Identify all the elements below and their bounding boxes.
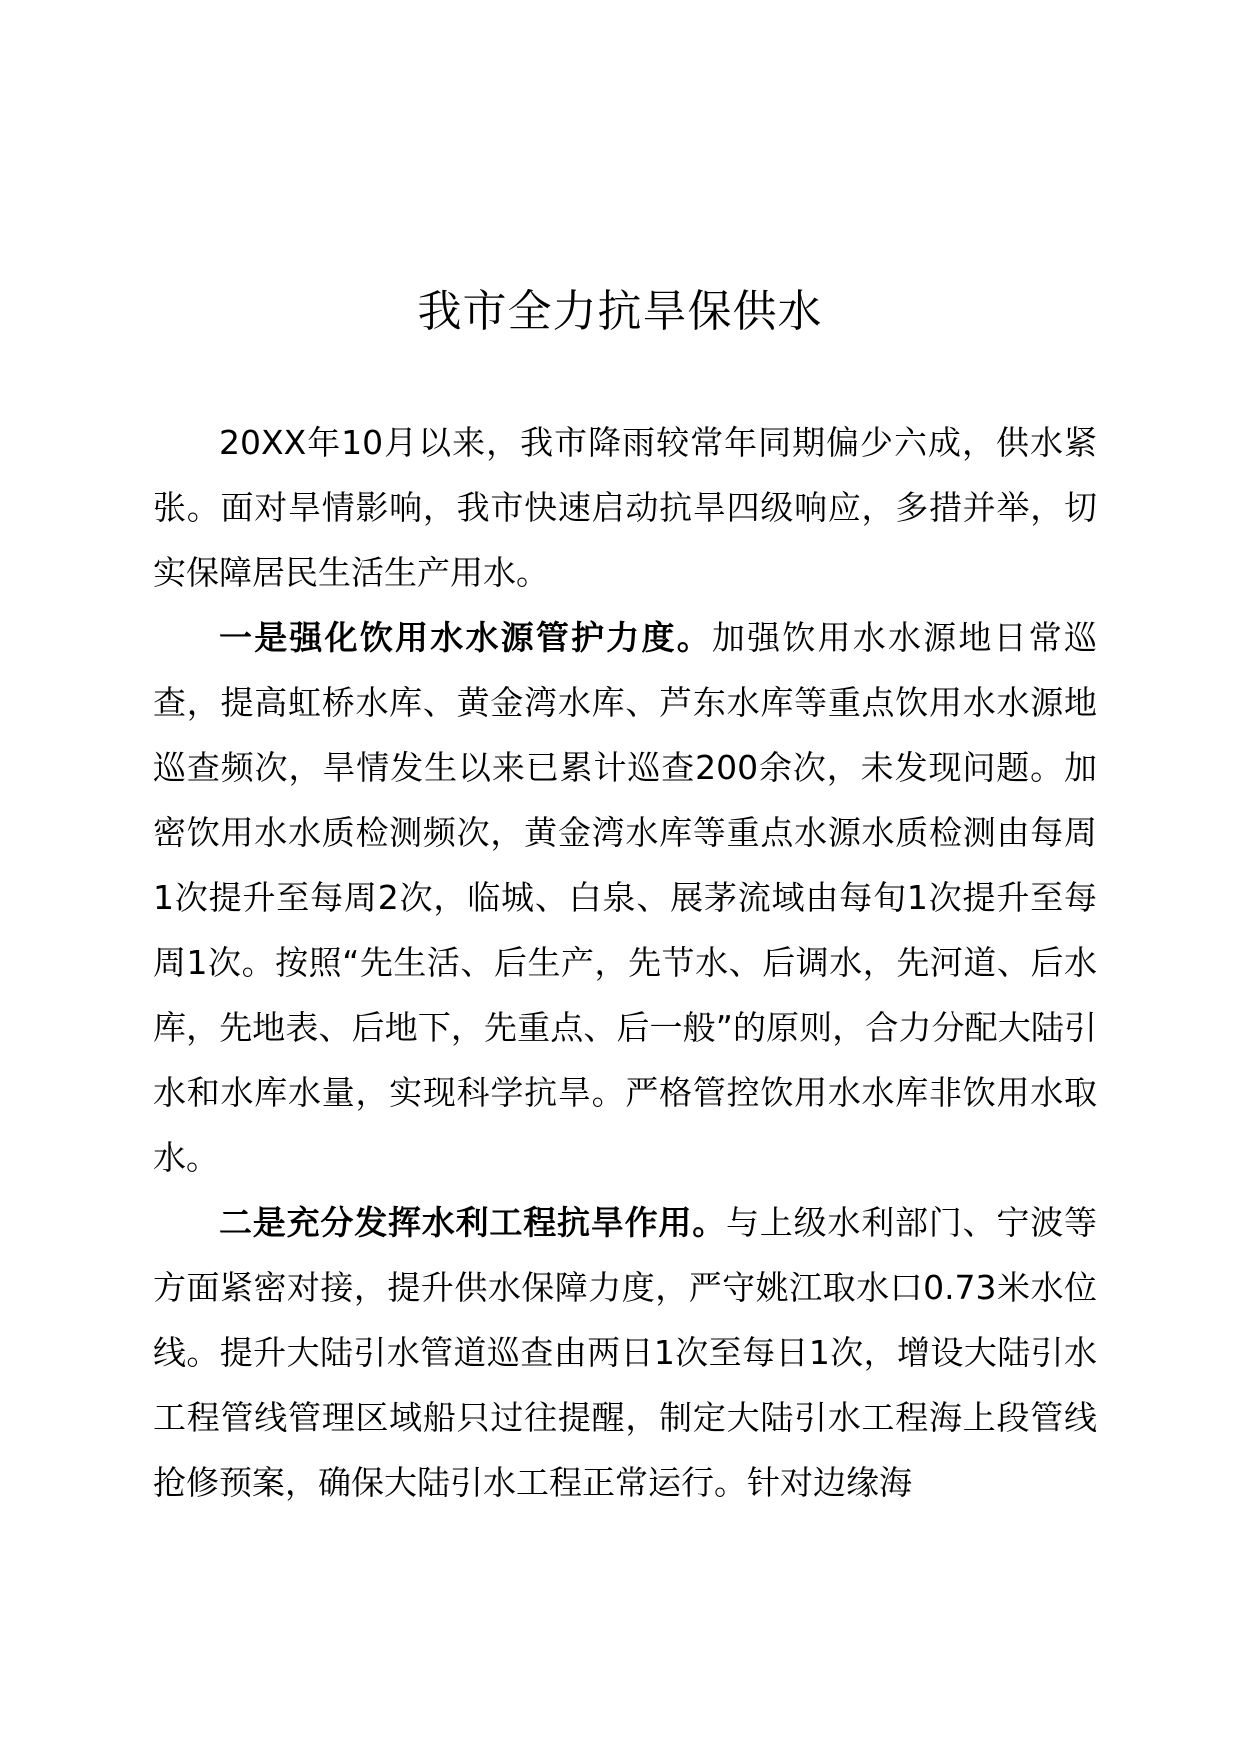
paragraph-water-projects-text: 与上级水利部门、宁波等方面紧密对接，提升供水保障力度，严守姚江取水口0.73米水位线。提升大陆引水管道巡查由两日1次至每日1次，增设大陆引水工程管线管理区域船只过往提醒，制定大陆引水工程海上段管线抢修预案，确保大陆引水工程正常运行。针对边缘海 xyxy=(153,1203,1098,1502)
document-title: 我市全力抗旱保供水 xyxy=(417,286,823,337)
paragraph-water-projects xyxy=(153,1190,1097,1515)
paragraph-intro xyxy=(153,410,1097,605)
paragraph-water-source-protection-heading: 一是强化饮用水水源管护力度。 xyxy=(219,618,712,657)
paragraph-water-source-protection xyxy=(153,605,1097,1190)
document-body xyxy=(153,410,1097,1515)
paragraph-water-source-protection-text: 加强饮用水水源地日常巡查，提高虹桥水库、黄金湾水库、芦东水库等重点饮用水水源地巡查频次，旱情发生以来已累计巡查200余次，未发现问题。加密饮用水水质检测频次，黄金湾水库等重点水源水质检测由每周1次提升至每周2次，临城、白泉、展茅流域由每旬1次提升至每周1次。按照“先生活、后生产，先节水、后调水，先河道、后水库，先地表、后地下，先重点、后一般”的原则，合力分配大陆引水和水库水量，实现科学抗旱。严格管控饮用水水库非饮用水取水。 xyxy=(153,618,1098,1177)
paragraph-water-projects-heading: 二是充分发挥水利工程抗旱作用。 xyxy=(219,1203,726,1242)
paragraph-intro-text: 20XX年10月以来，我市降雨较常年同期偏少六成，供水紧张。面对旱情影响，我市快速启动抗旱四级响应，多措并举，切实保障居民生活生产用水。 xyxy=(153,423,1097,592)
